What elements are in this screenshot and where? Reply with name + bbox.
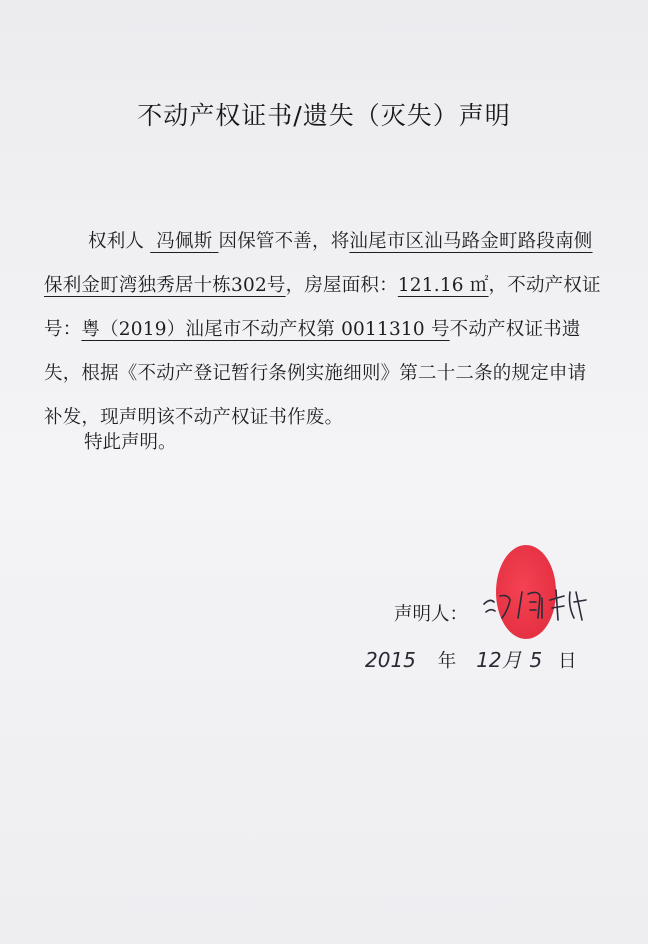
owner-prefix: 权利人 <box>88 231 145 252</box>
property-area: 121.16 ㎡ <box>397 275 489 296</box>
date-day: 5 <box>529 648 543 672</box>
owner-name <box>150 231 218 252</box>
date-year: 2015 <box>365 648 416 672</box>
body-text-3: ，不动产权证号： <box>44 275 601 340</box>
body-text-4: 不动产权证书遗失，根据《不动产登记暂行条例实施细则》第二十二条的规定申请补发，现声明该不动产权证书作废。 <box>44 319 587 428</box>
body-text-2: ，房屋面积： <box>285 275 398 296</box>
closing-statement: 特此声明。 <box>84 432 177 453</box>
declaration-body <box>44 220 604 440</box>
certificate-number: 粤（2019）汕尾市不动产权第 0011310 号 <box>81 319 450 340</box>
document-title: 不动产权证书/遗失（灭失）声明 <box>137 101 511 130</box>
declarant-label: 声明人： <box>394 604 469 625</box>
date-month: 12月 <box>476 648 522 672</box>
property-address: 汕尾市区汕马路金町路段南侧保利金町湾独秀居十栋302号 <box>44 231 593 296</box>
date-year-unit: 年 <box>437 651 457 672</box>
handwritten-signature <box>478 578 598 628</box>
body-text-1: 因保管不善，将 <box>218 231 350 252</box>
date-day-unit: 日 <box>558 651 577 672</box>
declaration-date <box>365 644 577 673</box>
owner-name-text: 冯佩斯 <box>156 231 213 252</box>
